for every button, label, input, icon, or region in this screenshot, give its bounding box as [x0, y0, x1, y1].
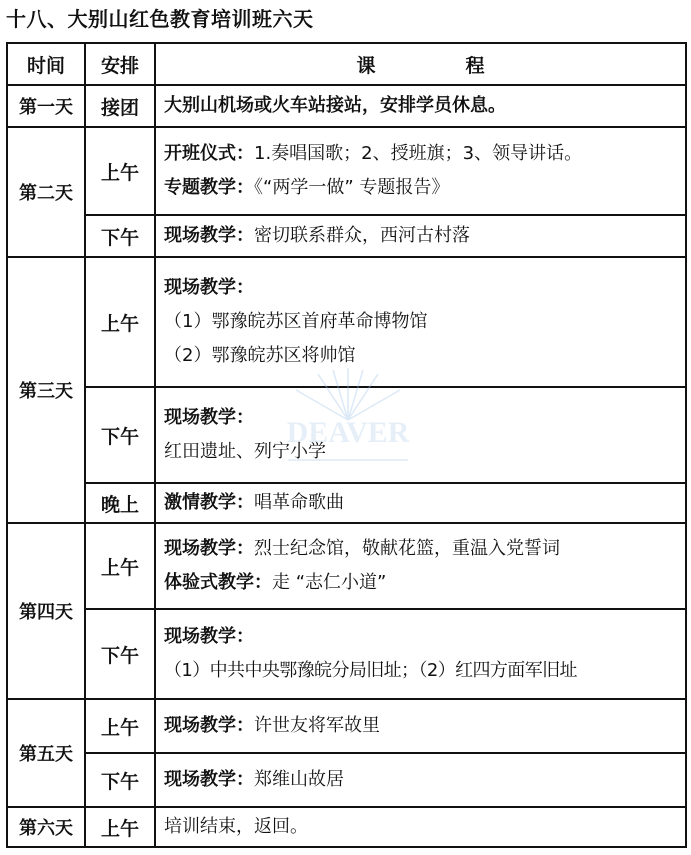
header-plan: 安排 — [85, 43, 155, 85]
course-cell — [155, 753, 686, 807]
course-cell — [155, 85, 686, 127]
course-text: （1）中共中央鄂豫皖分局旧址；（2）红四方面军旧址 — [164, 660, 577, 681]
course-kind: 现场教学： — [164, 225, 254, 246]
table-row — [7, 699, 686, 753]
course-cell — [155, 523, 686, 609]
course-line — [164, 137, 679, 171]
slot-label: 下午 — [85, 609, 155, 699]
course-text: （1）鄂豫皖苏区首府革命博物馆 — [164, 311, 428, 332]
header-time: 时间 — [7, 43, 85, 85]
course-line — [164, 219, 679, 253]
day-label: 第四天 — [7, 523, 85, 699]
course-text: 培训结束，返回。 — [164, 816, 308, 837]
course-text: 烈士纪念馆，敬献花篮，重温入党誓词 — [254, 538, 560, 559]
course-line — [164, 566, 679, 600]
table-row — [7, 127, 686, 215]
slot-label: 上午 — [85, 127, 155, 215]
slot-label: 接团 — [85, 85, 155, 127]
course-cell — [155, 609, 686, 699]
course-kind: 现场教学： — [164, 407, 254, 428]
course-cell — [155, 699, 686, 753]
course-kind: 现场教学： — [164, 715, 254, 736]
day-label: 第二天 — [7, 127, 85, 257]
course-cell — [155, 483, 686, 523]
course-kind: 现场教学： — [164, 538, 254, 559]
course-kind: 现场教学： — [164, 769, 254, 790]
course-text: （2）鄂豫皖苏区将帅馆 — [164, 345, 356, 366]
slot-label: 下午 — [85, 387, 155, 483]
course-text: 密切联系群众，西河古村落 — [254, 225, 470, 246]
slot-label: 上午 — [85, 807, 155, 847]
course-cell — [155, 257, 686, 387]
course-text: 许世友将军故里 — [254, 715, 380, 736]
table-row — [7, 387, 686, 483]
day-label: 第三天 — [7, 257, 85, 523]
table-row — [7, 753, 686, 807]
course-kind: 开班仪式： — [164, 143, 254, 164]
table-row — [7, 523, 686, 609]
slot-label: 下午 — [85, 753, 155, 807]
course-line — [164, 763, 679, 797]
table-row — [7, 215, 686, 257]
table-row — [7, 609, 686, 699]
day-label: 第五天 — [7, 699, 85, 807]
course-cell — [155, 215, 686, 257]
course-cell — [155, 387, 686, 483]
slot-label: 下午 — [85, 215, 155, 257]
course-cell — [155, 807, 686, 847]
table-row — [7, 85, 686, 127]
course-text: 走 “志仁小道” — [272, 572, 387, 593]
slot-label: 上午 — [85, 257, 155, 387]
course-text: 郑维山故居 — [254, 769, 344, 790]
table-row — [7, 483, 686, 523]
course-text: 《“两学一做” 专题报告》 — [254, 177, 450, 198]
course-line — [164, 532, 679, 566]
day-label: 第六天 — [7, 807, 85, 847]
slot-label: 上午 — [85, 523, 155, 609]
table-row — [7, 257, 686, 387]
slot-label: 晚上 — [85, 483, 155, 523]
watermark-text: DEAVER — [286, 416, 410, 449]
schedule-table — [6, 42, 687, 848]
course-text: 红田遗址、列宁小学 — [164, 441, 326, 462]
course-kind: 专题教学： — [164, 177, 254, 198]
course-cell — [155, 127, 686, 215]
course-kind: 现场教学： — [164, 626, 254, 647]
table-row — [7, 807, 686, 847]
course-line — [164, 486, 679, 520]
course-kind: 现场教学： — [164, 277, 254, 298]
course-text: 唱革命歌曲 — [254, 492, 344, 513]
slot-label: 上午 — [85, 699, 155, 753]
header-course: 课程 — [155, 43, 686, 85]
course-text: 大别山机场或火车站接站，安排学员休息。 — [164, 95, 506, 116]
course-kind: 体验式教学： — [164, 572, 272, 593]
day-label: 第一天 — [7, 85, 85, 127]
course-line — [164, 709, 679, 743]
course-kind: 激情教学： — [164, 492, 254, 513]
course-text: 1.奏唱国歌；2、授班旗；3、领导讲话。 — [254, 143, 583, 164]
header-row — [7, 43, 686, 85]
course-line — [164, 171, 679, 205]
page-title: 十八、大别山红色教育培训班六天 — [6, 7, 314, 31]
